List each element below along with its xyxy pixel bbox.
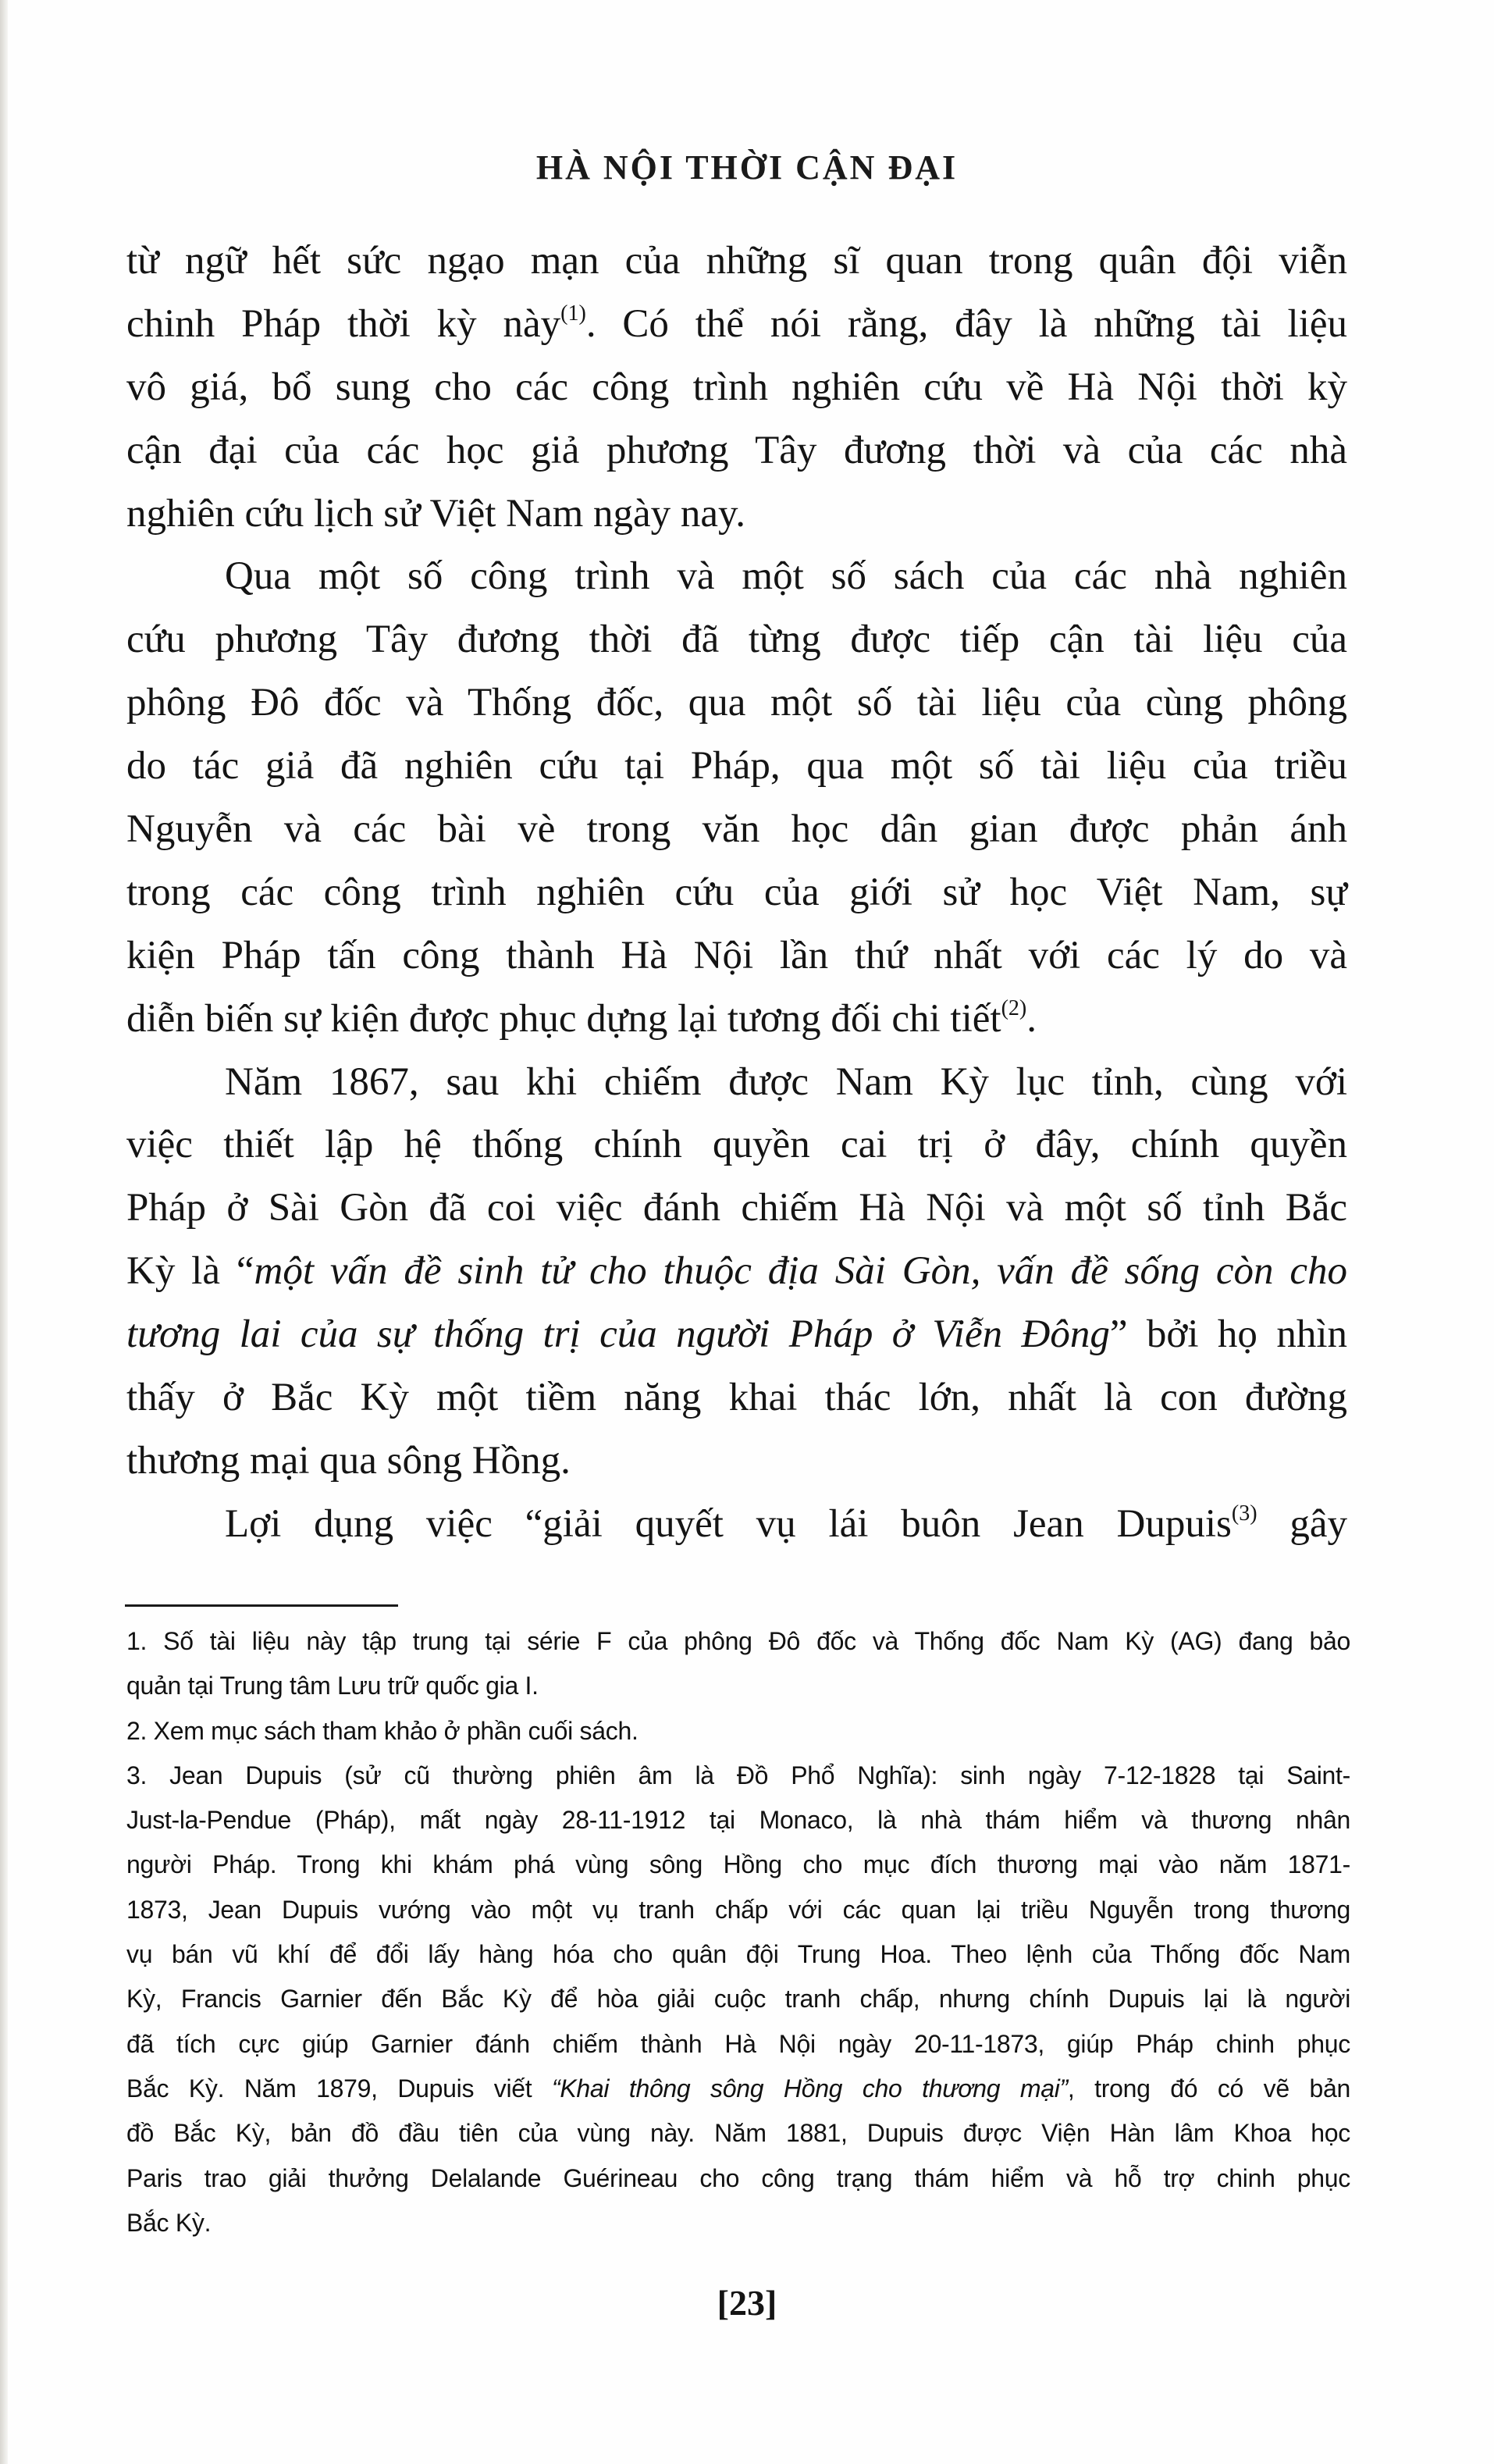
text-run: diễn biến sự kiện được phục dựng lại tương đối chi tiết: [126, 996, 1001, 1041]
text-run: thương mại qua sông Hồng.: [126, 1438, 571, 1483]
text-run: phông Đô đốc và Thống đốc, qua một số tài liệu của cùng phông: [126, 681, 1347, 725]
text-run: việc thiết lập hệ thống chính quyền cai trị ở đây, chính quyền: [126, 1123, 1347, 1167]
body-line: [126, 608, 1347, 671]
page-number: [23]: [717, 2283, 777, 2323]
text-run: Năm 1867, sau khi chiếm được Nam Kỳ lục tỉnh, cùng với: [225, 1059, 1347, 1104]
body-line: [126, 482, 1347, 546]
body-line: [126, 1051, 1347, 1114]
text-run: từ ngữ hết sức ngạo mạn của những sĩ quan trong quân đội viễn: [126, 239, 1347, 283]
text-run: thấy ở Bắc Kỳ một tiềm năng khai thác lớn, nhất là con đường: [126, 1376, 1347, 1420]
body-line: [126, 1303, 1347, 1366]
body-line: [126, 230, 1347, 293]
footnotes: [126, 1619, 1350, 2245]
body-line: [126, 356, 1347, 419]
italic-quote: “Khai thông sông Hồng cho thương mại”: [552, 2074, 1068, 2103]
body-line: [126, 798, 1347, 861]
footnote-line: [126, 2201, 1350, 2245]
text-run: cận đại của các học giả phương Tây đương thời và của các nhà: [126, 428, 1347, 472]
text-run: chinh Pháp thời kỳ này: [126, 301, 561, 346]
text-run: kiện Pháp tấn công thành Hà Nội lần thứ nhất với các lý do và: [126, 933, 1347, 977]
footnote-line: [126, 1619, 1350, 1664]
body-line: [126, 1177, 1347, 1240]
text-run: đồ Bắc Kỳ, bản đồ đầu tiên của vùng này. Năm 1881, Dupuis được Viện Hàn lâm Khoa học: [126, 2119, 1350, 2148]
text-run: do tác giả đã nghiên cứu tại Pháp, qua một số tài liệu của triều: [126, 744, 1347, 789]
text-run: Kỳ là “: [126, 1249, 254, 1294]
footnote-reference: (2): [1001, 995, 1027, 1020]
body-line: [126, 924, 1347, 988]
text-run: gây: [1257, 1501, 1348, 1546]
text-run: người Pháp. Trong khi khám phá vùng sông Hồng cho mục đích thương mại vào năm 1871-: [126, 1850, 1350, 1879]
text-run: Qua một số công trình và một số sách của các nhà nghiên: [225, 554, 1347, 599]
text-run: ” bởi họ nhìn: [1109, 1312, 1347, 1357]
footnote-line: [126, 1798, 1350, 1843]
text-run: .: [1026, 996, 1037, 1041]
text-run: vụ bán vũ khí để đổi lấy hàng hóa cho quân đội Trung Hoa. Theo lệnh của Thống đốc Nam: [126, 1940, 1350, 1969]
footnote-line: [126, 1977, 1350, 2021]
text-run: Lợi dụng việc “giải quyết vụ lái buôn Jean Dupuis: [225, 1501, 1232, 1546]
text-run: đã tích cực giúp Garnier đánh chiếm thành Hà Nội ngày 20-11-1873, giúp Pháp chinh phục: [126, 2029, 1350, 2058]
body-line: [126, 1493, 1347, 1556]
footnote-reference: (1): [560, 301, 586, 326]
footnote-line: [126, 2111, 1350, 2156]
text-run: , trong đó có vẽ bản: [1067, 2074, 1350, 2103]
footnote-line: [126, 1709, 1350, 1754]
footnote-line: [126, 1932, 1350, 1977]
body-line: [126, 1240, 1347, 1303]
footnote-line: [126, 1754, 1350, 1798]
footnote-reference: (3): [1231, 1501, 1257, 1526]
body-line: [126, 988, 1347, 1051]
text-run: Bắc Kỳ. Năm 1879, Dupuis viết: [126, 2074, 553, 2103]
page-edge-shadow: [0, 0, 8, 2464]
text-run: cứu phương Tây đương thời đã từng được tiếp cận tài liệu của: [126, 618, 1347, 662]
text-run: trong các công trình nghiên cứu của giới sử học Việt Nam, sự: [126, 870, 1347, 914]
text-run: . Có thể nói rằng, đây là những tài liệu: [585, 301, 1347, 346]
text-run: Just-la-Pendue (Pháp), mất ngày 28-11-1912 tại Monaco, là nhà thám hiểm và thương nhân: [126, 1806, 1350, 1835]
italic-quote: tương lai của sự thống trị của người Pháp ở Viễn Đông: [126, 1312, 1110, 1357]
footnote-line: [126, 2067, 1350, 2111]
footnote-separator: [125, 1604, 398, 1607]
text-run: 2. Xem mục sách tham khảo ở phần cuối sách.: [126, 1716, 639, 1745]
text-run: Bắc Kỳ.: [126, 2208, 212, 2237]
text-run: Pháp ở Sài Gòn đã coi việc đánh chiếm Hà Nội và một số tỉnh Bắc: [126, 1186, 1347, 1230]
footnote-line: [126, 1888, 1350, 1932]
italic-quote: một vấn đề sinh tử cho thuộc địa Sài Gòn, vấn đề sống còn cho: [254, 1249, 1347, 1294]
body-line: [126, 293, 1347, 356]
text-run: Kỳ, Francis Garnier đến Bắc Kỳ để hòa giải cuộc tranh chấp, nhưng chính Dupuis lại là người: [126, 1985, 1350, 2014]
body-line: [126, 735, 1347, 798]
text-run: 3. Jean Dupuis (sử cũ thường phiên âm là Đồ Phổ Nghĩa): sinh ngày 7-12-1828 tại Saint-: [126, 1761, 1350, 1789]
body-line: [126, 1430, 1347, 1493]
footnote-line: [126, 1843, 1350, 1887]
body-line: [126, 419, 1347, 482]
text-run: nghiên cứu lịch sử Việt Nam ngày nay.: [126, 491, 745, 536]
body-line: [126, 861, 1347, 924]
text-run: 1873, Jean Dupuis vướng vào một vụ tranh chấp với các quan lại triều Nguyễn trong thương: [126, 1895, 1350, 1924]
body-text: [126, 230, 1347, 1556]
text-run: Paris trao giải thưởng Delalande Guérineau cho công trạng thám hiểm và hỗ trợ chinh phục: [126, 2163, 1350, 2192]
text-run: Nguyễn và các bài vè trong văn học dân gian được phản ánh: [126, 807, 1347, 852]
footnote-line: [126, 2022, 1350, 2067]
footnote-line: [126, 1664, 1350, 1708]
running-header-title: HÀ NỘI THỜI CẬN ĐẠI: [535, 148, 959, 187]
text-run: vô giá, bổ sung cho các công trình nghiên cứu về Hà Nội thời kỳ: [126, 365, 1347, 409]
body-line: [126, 1113, 1347, 1177]
body-line: [126, 671, 1347, 735]
footnote-line: [126, 2156, 1350, 2201]
text-run: quản tại Trung tâm Lưu trữ quốc gia I.: [126, 1672, 539, 1700]
body-line: [126, 1366, 1347, 1430]
text-run: 1. Số tài liệu này tập trung tại série F của phông Đô đốc và Thống đốc Nam Kỳ (AG) đang bảo: [126, 1627, 1350, 1655]
body-line: [126, 545, 1347, 608]
